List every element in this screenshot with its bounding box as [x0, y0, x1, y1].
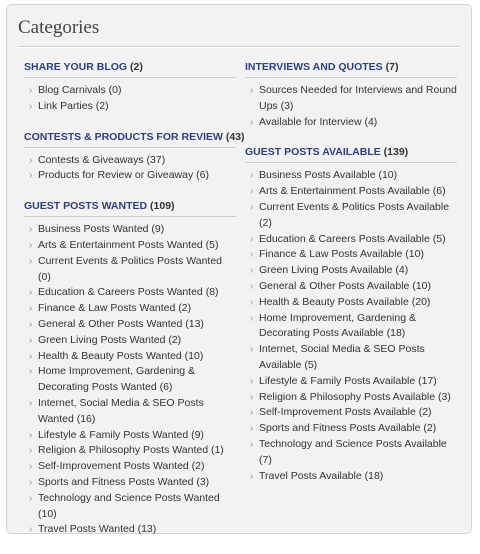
subcategory-link[interactable]: › Religion & Philosophy Posts Available (3): [245, 390, 457, 406]
subcategory-link[interactable]: › Finance & Law Posts Available (10): [245, 247, 457, 263]
right-category-column: [245, 61, 457, 500]
category-heading-label: INTERVIEWS AND QUOTES: [245, 61, 383, 73]
subcategory-link[interactable]: › Education & Careers Posts Wanted (8): [24, 285, 236, 301]
title-divider: [18, 46, 460, 48]
subcategory-link[interactable]: › Blog Carnivals (0): [24, 83, 236, 99]
subcategory-list: [24, 222, 236, 538]
subcategory-link[interactable]: › Self-Improvement Posts Available (2): [245, 405, 457, 421]
category-section-guest-posts-available: [245, 146, 457, 484]
category-heading-link[interactable]: [24, 61, 236, 78]
subcategory-link[interactable]: › Green Living Posts Available (4): [245, 263, 457, 279]
subcategory-link[interactable]: › Health & Beauty Posts Available (20): [245, 295, 457, 311]
subcategory-link[interactable]: › Sports and Fitness Posts Wanted (3): [24, 475, 236, 491]
subcategory-link[interactable]: › Sports and Fitness Posts Available (2): [245, 421, 457, 437]
subcategory-link[interactable]: › Religion & Philosophy Posts Wanted (1): [24, 443, 236, 459]
subcategory-list: [24, 153, 236, 185]
subcategory-link[interactable]: › Travel Posts Available (18): [245, 469, 457, 485]
subcategory-link[interactable]: › Finance & Law Posts Wanted (2): [24, 301, 236, 317]
subcategory-link[interactable]: › Lifestyle & Family Posts Available (17): [245, 374, 457, 390]
subcategory-link[interactable]: › Arts & Entertainment Posts Available (6): [245, 184, 457, 200]
subcategory-link[interactable]: › Travel Posts Wanted (13): [24, 522, 236, 538]
category-heading-label: SHARE YOUR BLOG: [24, 61, 128, 73]
category-heading-count: (43): [225, 130, 245, 143]
subcategory-link[interactable]: › Arts & Entertainment Posts Wanted (5): [24, 238, 236, 254]
category-heading-label: CONTESTS & PRODUCTS FOR REVIEW: [24, 130, 223, 143]
subcategory-link[interactable]: › Self-Improvement Posts Wanted (2): [24, 459, 236, 475]
category-heading-link[interactable]: [24, 130, 245, 148]
subcategory-link[interactable]: › General & Other Posts Available (10): [245, 279, 457, 295]
category-heading-count: (139): [383, 146, 409, 159]
category-section-share-your-blog: [24, 61, 236, 115]
category-section-contests-and-products-for-review: [24, 130, 245, 185]
subcategory-link[interactable]: › Home Improvement, Gardening & Decorating Posts Wanted (6): [24, 364, 236, 396]
category-heading-label: GUEST POSTS WANTED: [24, 200, 148, 213]
category-section-guest-posts-wanted: [24, 200, 236, 538]
subcategory-link[interactable]: › Link Parties (2): [24, 99, 236, 115]
category-heading-label: GUEST POSTS AVAILABLE: [245, 146, 381, 159]
subcategory-list: [245, 168, 457, 484]
category-section-interviews-and-quotes: [245, 61, 457, 130]
subcategory-link[interactable]: › Lifestyle & Family Posts Wanted (9): [24, 428, 236, 444]
subcategory-link[interactable]: › Green Living Posts Wanted (2): [24, 333, 236, 349]
categories-widget: [6, 4, 472, 534]
subcategory-link[interactable]: › Technology and Science Posts Wanted (10): [24, 491, 236, 523]
category-heading-count: (2): [130, 61, 143, 73]
subcategory-link[interactable]: › Technology and Science Posts Available (7): [245, 437, 457, 469]
widget-title: Categories: [18, 17, 100, 38]
subcategory-link[interactable]: › General & Other Posts Wanted (13): [24, 317, 236, 333]
subcategory-link[interactable]: › Current Events & Politics Posts Available (2): [245, 200, 457, 232]
left-category-column: [24, 61, 245, 554]
subcategory-link[interactable]: › Education & Careers Posts Available (5): [245, 232, 457, 248]
category-heading-link[interactable]: [24, 200, 236, 217]
category-heading-count: (109): [150, 200, 175, 213]
subcategory-list: [245, 83, 457, 130]
category-heading-link[interactable]: [245, 146, 457, 163]
subcategory-link[interactable]: › Available for Interview (4): [245, 115, 457, 131]
subcategory-link[interactable]: › Current Events & Politics Posts Wanted (0): [24, 254, 236, 286]
subcategory-link[interactable]: › Business Posts Wanted (9): [24, 222, 236, 238]
subcategory-link[interactable]: › Sources Needed for Interviews and Round Ups (3): [245, 83, 457, 115]
subcategory-link[interactable]: › Products for Review or Giveaway (6): [24, 168, 236, 184]
category-heading-count: (7): [385, 61, 399, 73]
subcategory-link[interactable]: › Contests & Giveaways (37): [24, 153, 236, 169]
subcategory-link[interactable]: › Internet, Social Media & SEO Posts Wanted (16): [24, 396, 236, 428]
subcategory-link[interactable]: › Health & Beauty Posts Wanted (10): [24, 349, 236, 365]
category-heading-link[interactable]: [245, 61, 457, 78]
subcategory-list: [24, 83, 236, 115]
subcategory-link[interactable]: › Internet, Social Media & SEO Posts Available (5): [245, 342, 457, 374]
subcategory-link[interactable]: › Business Posts Available (10): [245, 168, 457, 184]
subcategory-link[interactable]: › Home Improvement, Gardening & Decorating Posts Available (18): [245, 311, 457, 343]
